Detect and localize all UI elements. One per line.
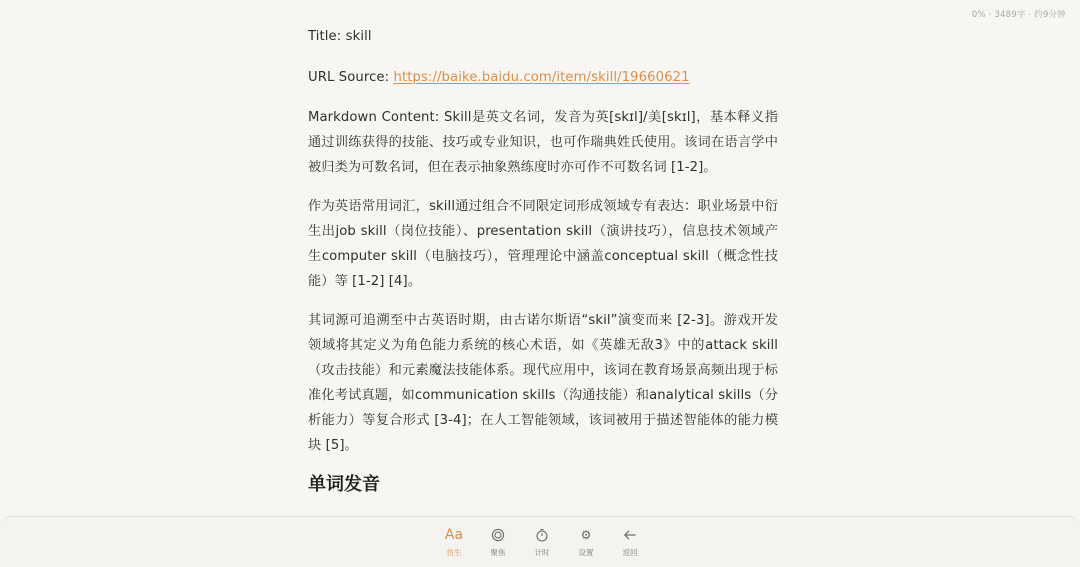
- settings-button[interactable]: [564, 526, 608, 558]
- back-arrow-icon: [623, 526, 637, 544]
- back-button[interactable]: [608, 526, 652, 558]
- url-label: URL Source:: [308, 70, 394, 85]
- article-content: [308, 24, 778, 498]
- paragraph-usage: 作为英语常用词汇，skill通过组合不同限定词形成领域专有表达：职业场景中衍生出job skill（岗位技能）、presentation skill（演讲技巧），信息技术领域产生computer skill（电脑技巧），管理理论中涵盖conceptual skill（概念性技能）等 [1-2] [4]。: [308, 199, 778, 289]
- section-heading: 单词发音: [308, 474, 380, 495]
- paragraph-intro: Markdown Content: Skill是英文名词，发音为英[skɪl]/美[skɪl]，基本释义指通过训练获得的技能、技巧或专业知识，也可作瑞典姓氏使用。该词在语言学中被归类为可数名词，但在表示抽象熟练度时亦可作不可数名词 [1-2]。: [308, 110, 778, 175]
- source-url-link[interactable]: https://baike.baidu.com/item/skill/19660621: [393, 70, 690, 85]
- paragraph-etymology: 其词源可追溯至中古英语时期，由古诺尔斯语“skil”演变而来 [2-3]。游戏开发领域将其定义为角色能力系统的核心术语，如《英雄无敌3》中的attack skill（攻击技能）和元素魔法技能体系。现代应用中，该词在教育场景高频出现于标准化考试真题，如communication skills（沟通技能）和analytical skills（分析能力）等复合形式 [3-4]；在人工智能领域，该词被用于描述智能体的能力模块 [5]。: [308, 313, 778, 453]
- back-label: 返回: [622, 548, 638, 557]
- timer-button[interactable]: [520, 526, 564, 558]
- timer-icon: [535, 526, 549, 544]
- toolbar-buttons: [432, 526, 652, 558]
- timer-label: 计时: [534, 548, 550, 557]
- bottom-toolbar: [0, 516, 1080, 567]
- reading-progress-status: 0% · 3489字 · 约9分钟: [971, 10, 1066, 20]
- font-icon: Aa: [444, 527, 464, 543]
- title-value: skill: [345, 29, 372, 44]
- gear-icon: ⚙: [580, 528, 592, 542]
- url-line: [308, 65, 778, 90]
- focus-label: 聚焦: [490, 548, 506, 557]
- focus-button[interactable]: [476, 526, 520, 558]
- settings-label: 设置: [578, 548, 594, 557]
- focus-icon: [491, 526, 505, 544]
- bionic-reading-button[interactable]: [432, 526, 476, 558]
- title-label: Title:: [308, 29, 346, 44]
- bionic-reading-label: 仿生: [446, 548, 462, 557]
- title-line: [308, 24, 778, 49]
